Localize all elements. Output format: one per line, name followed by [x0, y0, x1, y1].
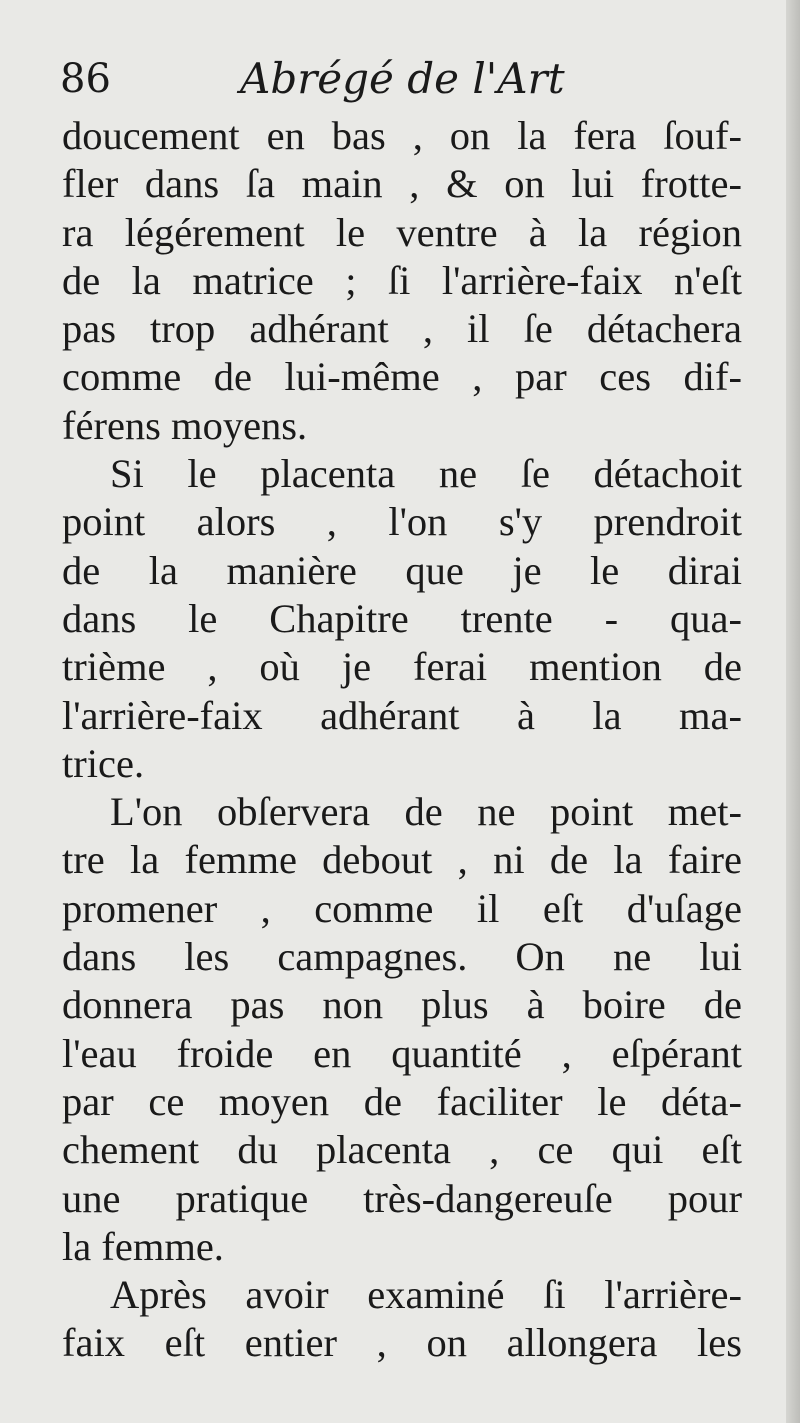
page-number: 86	[60, 56, 111, 102]
text-line: une pratique très-dangereuſe pour	[62, 1175, 742, 1221]
text-line: de la manière que je le dirai	[62, 547, 742, 593]
running-title: Abrégé de l'Art	[240, 54, 565, 103]
text-line: pas trop adhérant , il ſe détachera	[62, 306, 742, 352]
text-line: Après avoir examiné ſi l'arrière-	[110, 1272, 742, 1318]
page-header	[60, 52, 760, 112]
text-line: de la matrice ; ſi l'arrière-faix n'eſt	[62, 257, 742, 303]
text-line: dans les campagnes. On ne lui	[62, 934, 742, 980]
text-line: la femme.	[62, 1223, 224, 1269]
text-line: dans le Chapitre trente - qua-	[62, 595, 742, 641]
text-line: promener , comme il eſt d'uſage	[62, 885, 742, 931]
text-line: chement du placenta , ce qui eſt	[62, 1127, 742, 1173]
body-text	[62, 112, 742, 1368]
text-line: point alors , l'on s'y prendroit	[62, 499, 742, 545]
text-line: l'eau froide en quantité , eſpérant	[62, 1030, 742, 1076]
text-line: par ce moyen de faciliter le déta-	[62, 1078, 742, 1124]
page-edge-shadow	[786, 0, 800, 1423]
text-line: l'arrière-faix adhérant à la ma-	[62, 692, 742, 738]
text-line: ra légérement le ventre à la région	[62, 209, 742, 255]
text-line: fler dans ſa main , & on lui frotte-	[62, 161, 742, 207]
text-line: Si le placenta ne ſe détachoit	[110, 451, 742, 497]
text-line: tre la femme debout , ni de la faire	[62, 837, 742, 883]
text-line: doucement en bas , on la fera ſouf-	[62, 113, 742, 158]
text-line: comme de lui-même , par ces dif-	[62, 354, 742, 400]
text-line: donnera pas non plus à boire de	[62, 982, 742, 1028]
text-line: trice.	[62, 740, 145, 786]
text-line: férens moyens.	[62, 402, 308, 448]
text-line: faix eſt entier , on allongera les	[62, 1320, 742, 1366]
text-line: trième , où je ferai mention de	[62, 644, 742, 690]
text-line: L'on obſervera de ne point met-	[110, 789, 742, 835]
